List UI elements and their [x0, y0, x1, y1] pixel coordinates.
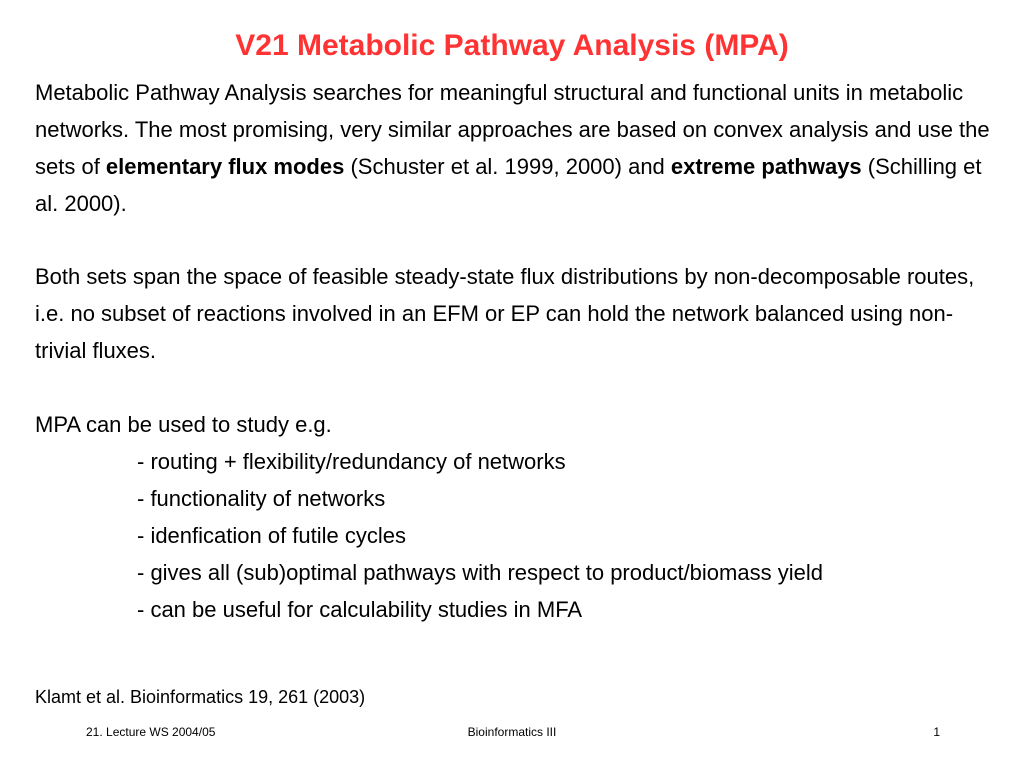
term-elementary-flux-modes: elementary flux modes — [105, 154, 345, 179]
intro-text-part1: Metabolic Pathway Analysis searches for meaningful structural and functional units in metabolic networks. The most promising, very similar approaches are based on convex analysis and use the sets of — [35, 80, 990, 179]
reference-citation: Klamt et al. Bioinformatics 19, 261 (2003) — [35, 687, 366, 707]
footer-page-number: 1 — [933, 725, 940, 739]
list-item: - functionality of networks — [137, 486, 386, 511]
uses-list — [137, 443, 997, 628]
steady-state-paragraph: Both sets span the space of feasible steady-state flux distributions by non-decomposable routes, i.e. no subset of reactions involved in an EFM or EP can hold the network balanced using non-trivial fluxes. — [35, 264, 975, 363]
term-extreme-pathways: extreme pathways — [670, 154, 862, 179]
intro-paragraph — [35, 74, 995, 222]
footer-lecture: 21. Lecture WS 2004/05 — [86, 725, 216, 739]
uses-intro-paragraph: MPA can be used to study e.g. — [35, 412, 332, 437]
footer-course: Bioinformatics III — [467, 725, 557, 739]
slide-title: V21 Metabolic Pathway Analysis (MPA) — [235, 29, 789, 62]
intro-text-part3: (Schilling et al. 2000). — [35, 154, 982, 216]
list-item: - routing + flexibility/redundancy of networks — [137, 449, 566, 474]
intro-text-part2: (Schuster et al. 1999, 2000) and — [344, 154, 671, 179]
list-item: - gives all (sub)optimal pathways with respect to product/biomass yield — [137, 560, 823, 585]
list-item: - idenfication of futile cycles — [137, 523, 407, 548]
list-item: - can be useful for calculability studies in MFA — [137, 597, 583, 622]
